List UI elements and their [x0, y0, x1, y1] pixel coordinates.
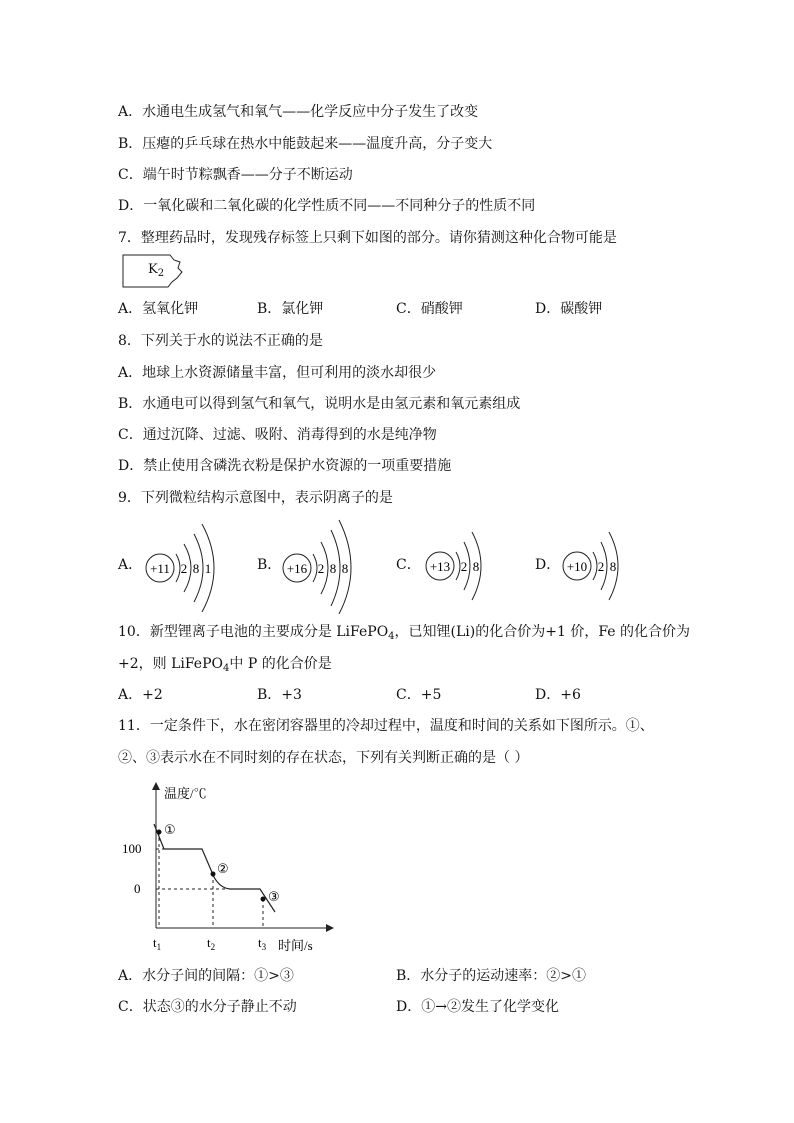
nucleus-label: +10: [566, 559, 588, 574]
q10-option-a: A．+2: [118, 687, 163, 703]
x-tick-t3: $t_3$: [258, 935, 267, 952]
q8-option-a: A．地球上水资源储量丰富，但可利用的淡水却很少: [118, 365, 437, 381]
q7-option-d: D．碳酸钾: [535, 301, 603, 317]
q9-option-b-letter: B．: [257, 557, 282, 573]
q6-option-a: A．水通电生成氢气和氧气——化学反应中分子发生了改变: [118, 104, 479, 120]
q8-option-d: D．禁止使用含磷洗衣粉是保护水资源的一项重要措施: [118, 458, 452, 474]
y-axis-label: 温度/℃: [164, 786, 207, 801]
electron-count: 2: [460, 559, 468, 574]
x-tick-t1: $t_1$: [153, 935, 162, 952]
point-state-2: [211, 872, 216, 877]
q9-option-d-letter: D．: [535, 557, 561, 573]
nucleus-label: +11: [150, 561, 170, 576]
atom-diagram-d: [557, 530, 637, 602]
q7-option-b: B．氯化钾: [257, 301, 324, 317]
q10-option-d: D．+6: [535, 687, 581, 703]
electron-count: 8: [192, 561, 200, 576]
q7-option-a: A．氢氧化钾: [118, 301, 199, 317]
electron-count: 2: [180, 561, 188, 576]
point-state-1: [157, 830, 162, 835]
temperature-time-chart: [120, 780, 340, 956]
electron-count: 8: [341, 561, 349, 576]
electron-count: 8: [329, 561, 337, 576]
electron-count: 8: [609, 559, 617, 574]
q10-stem-line1: 10．新型锂离子电池的主要成分是 LiFePO$_4$，已知锂(Li)的化合价为+1 价，Fe 的化合价为: [118, 624, 691, 642]
marker-1: ①: [164, 823, 176, 838]
q9-option-c-letter: C．: [396, 557, 421, 573]
q11-option-d: D．①→②发生了化学变化: [396, 999, 559, 1015]
q11-option-c: C．状态③的水分子静止不动: [118, 999, 297, 1015]
y-tick-100: 100: [122, 841, 142, 856]
q11-option-b: B．水分子的运动速率：②>①: [396, 968, 587, 984]
electron-count: 2: [597, 559, 605, 574]
atom-diagram-c: [420, 530, 500, 602]
q8-stem: 8．下列关于水的说法不正确的是: [118, 333, 323, 349]
q8-option-b: B．水通电可以得到氢气和氧气，说明水是由氢元素和氧元素组成: [118, 396, 521, 412]
electron-count: 1: [204, 561, 212, 576]
x-axis-label: 时间/s: [278, 938, 313, 953]
q8-option-c: C．通过沉降、过滤、吸附、消毒得到的水是纯净物: [118, 427, 437, 443]
x-tick-t2: $t_2$: [207, 935, 216, 952]
q6-option-d: D．一氧化碳和二氧化碳的化学性质不同——不同种分子的性质不同: [118, 198, 536, 214]
marker-2: ②: [217, 862, 229, 877]
q10-option-c: C．+5: [396, 687, 442, 703]
q11-stem-line1: 11．一定条件下，水在密闭容器里的冷却过程中，温度和时间的关系如下图所示。①、: [118, 718, 654, 734]
marker-3: ③: [268, 890, 280, 905]
q11-option-a: A．水分子间的间隔：①>③: [118, 968, 294, 984]
q6-option-b: B．压瘪的乒乓球在热水中能鼓起来——温度升高，分子变大: [118, 136, 493, 152]
q7-stem: 7．整理药品时，发现残存标签上只剩下如图的部分。请你猜测这种化合物可能是: [118, 230, 617, 246]
q6-option-c: C．端午时节粽飘香——分子不断运动: [118, 167, 353, 183]
y-tick-0: 0: [134, 881, 141, 896]
point-state-3: [261, 897, 266, 902]
q7-option-c: C．硝酸钾: [396, 301, 463, 317]
q9-stem: 9．下列微粒结构示意图中，表示阴离子的是: [118, 490, 393, 506]
electron-count: 2: [317, 561, 325, 576]
label-text: $K_2$: [148, 262, 165, 279]
atom-diagram-a: [140, 520, 230, 612]
nucleus-label: +16: [286, 561, 308, 576]
q10-option-b: B．+3: [257, 687, 302, 703]
q11-stem-line2: ②、③表示水在不同时刻的存在状态，下列有关判断正确的是（ ）: [118, 750, 529, 766]
nucleus-label: +13: [429, 559, 451, 574]
atom-diagram-b: [277, 518, 367, 614]
q10-stem-line2: +2，则 LiFePO$_4$中 P 的化合价是: [118, 656, 332, 674]
q9-option-a-letter: A．: [118, 557, 143, 573]
electron-count: 8: [472, 559, 480, 574]
torn-label-figure: [122, 254, 184, 292]
